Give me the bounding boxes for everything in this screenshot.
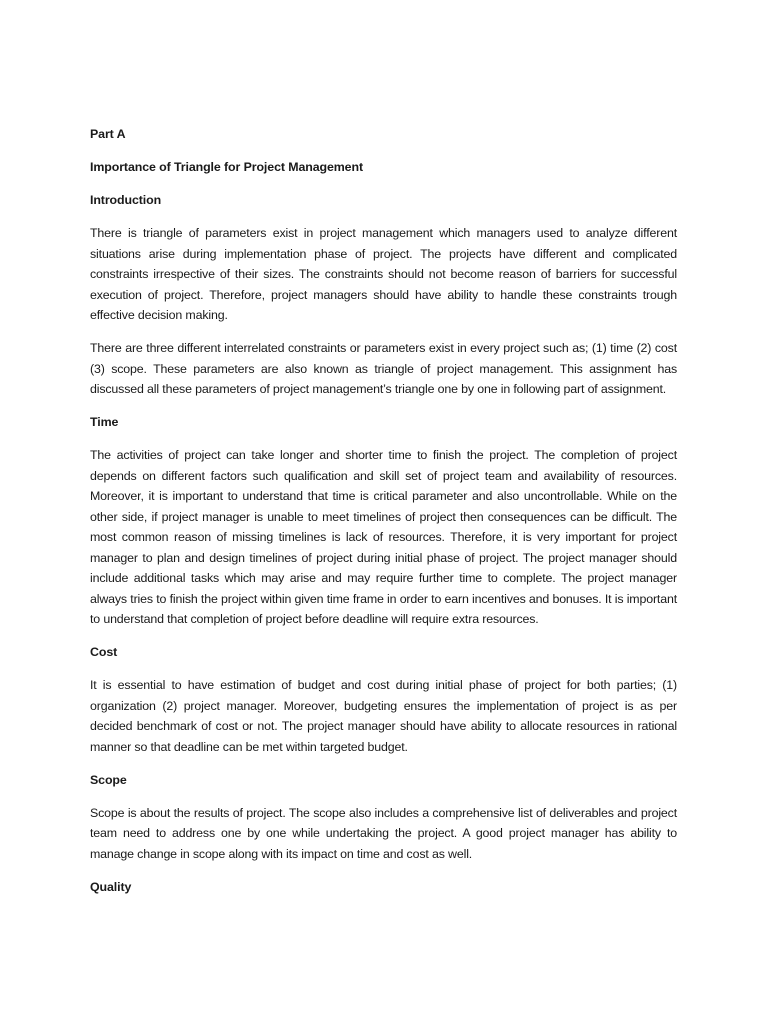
section-heading-quality: Quality bbox=[90, 879, 132, 894]
section-heading-scope: Scope bbox=[90, 772, 127, 787]
section-heading-cost: Cost bbox=[90, 645, 118, 659]
section-heading-introduction: Introduction bbox=[90, 193, 162, 207]
scope-paragraph: Scope is about the results of project. The scope also includes a comprehensive list of deliverables and project team need to address one by one while undertaking the project. A good project manager has ability to manage change in scope along with its impact on time and cost as well. bbox=[90, 805, 677, 861]
part-label: Part A bbox=[90, 127, 126, 141]
time-paragraph: The activities of project can take longer and shorter time to finish the project. The completion of project depends on different factors such qualification and skill set of project team and availability of resources. Moreover, it is important to understand that time is critical parameter and also uncontrollable. While on the other side, if project manager is unable to meet timelines of project then consequences can be difficult. The most common reason of missing timelines is lack of resources. Therefore, it is very important for project manager to plan and design timelines of project during initial phase of project. The project manager should include additional tasks which may arise and may require further time to complete. The project manager always tries to finish the project within given time frame in order to earn incentives and bonuses. It is important to understand that completion of project before deadline will require extra resources. bbox=[90, 448, 677, 626]
introduction-paragraph-1: There is triangle of parameters exist in project management which managers used to analyze different situations arise during implementation phase of project. The projects have different and complicated constraints irrespective of their sizes. The constraints should not become reason of barriers for successful execution of project. Therefore, project managers should have ability to handle these constraints trough effective decision making. bbox=[90, 226, 677, 322]
section-heading-time: Time bbox=[90, 415, 119, 429]
document-title: Importance of Triangle for Project Management bbox=[90, 160, 363, 174]
document-body bbox=[90, 124, 677, 910]
cost-paragraph: It is essential to have estimation of budget and cost during initial phase of project for both parties; (1) organization (2) project manager. Moreover, budgeting ensures the implementation of project is as per decided benchmark of cost or not. The project manager should have ability to allocate resources in rational manner so that deadline can be met within targeted budget. bbox=[90, 678, 677, 754]
introduction-paragraph-2: There are three different interrelated constraints or parameters exist in every project such as; (1) time (2) cost (3) scope. These parameters are also known as triangle of project management. This assignment has discussed all these parameters of project management’s triangle one by one in following part of assignment. bbox=[90, 341, 677, 396]
